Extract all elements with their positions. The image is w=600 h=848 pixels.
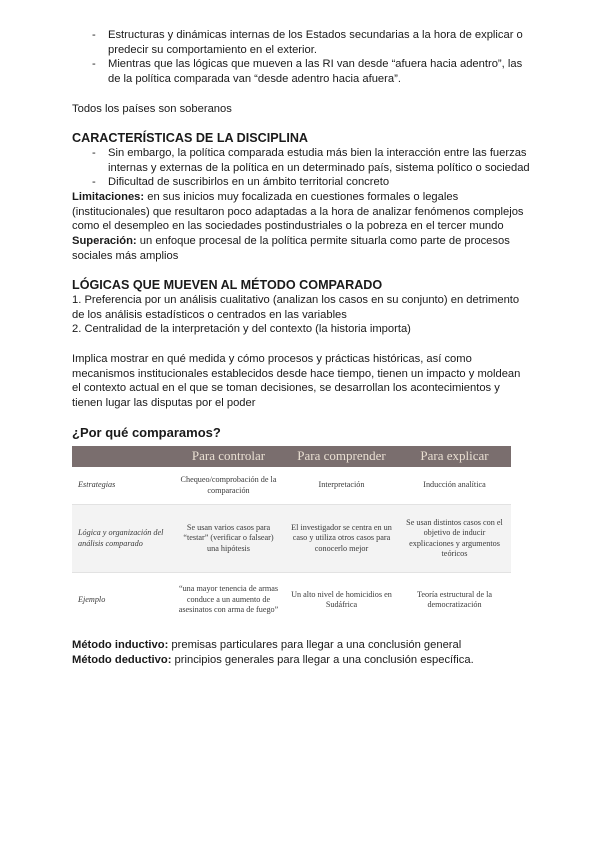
list-item: - Sin embargo, la política comparada estudia más bien la interacción entre las fuerzas internas y externas de la política en un determinado país, sistema político o sociedad: [92, 147, 530, 174]
table-cell: Teoría estructural de la democratización: [398, 573, 511, 628]
table-row: [72, 467, 511, 505]
sovereign-statement: Todos los países son soberanos: [72, 103, 232, 115]
table-cell: “una mayor tenencia de armas conduce a un aumento de asesinatos con arma de fuego”: [172, 573, 285, 628]
table-cell: El investigador se centra en un caso y utiliza otros casos para conocerlo mejor: [285, 505, 398, 573]
section-heading-characteristics: CARACTERÍSTICAS DE LA DISCIPLINA: [72, 131, 309, 145]
section-heading-logics: LÓGICAS QUE MUEVEN AL MÉTODO COMPARADO: [72, 278, 383, 292]
table-header-cell: Para controlar: [172, 446, 285, 467]
logics-item-2: 2. Centralidad de la interpretación y del contexto (la historia importa): [72, 323, 411, 335]
table-header-row: [72, 446, 511, 467]
table-cell: Chequeo/comprobación de la comparación: [172, 467, 285, 505]
table-row-label: Estrategias: [72, 467, 172, 505]
overcoming-label: Superación:: [72, 235, 137, 247]
characteristics-bullet-list: [92, 146, 532, 190]
limitations-label: Limitaciones:: [72, 191, 145, 203]
table-row-label: Ejemplo: [72, 573, 172, 628]
logics-item-1: 1. Preferencia por un análisis cualitativo (analizan los casos en su conjunto) en detrimento de los análisis estadísticos o centrados en las variables: [72, 294, 520, 321]
table-cell: Se usan distintos casos con el objetivo de inducir explicaciones y argumentos teóricos: [398, 505, 511, 573]
intro-bullet-list: [92, 28, 532, 86]
table-header-cell: Para explicar: [398, 446, 511, 467]
inductive-label: Método inductivo:: [72, 639, 169, 651]
table-header-cell: Para comprender: [285, 446, 398, 467]
comparison-table-image: [72, 446, 511, 627]
overcoming-paragraph: Superación: un enfoque procesal de la política permite situarla como parte de procesos sociales más amplios: [72, 235, 510, 262]
table-row: [72, 505, 511, 573]
table-cell: Se usan varios casos para “testar” (verificar o falsear) una hipótesis: [172, 505, 285, 573]
inductive-method: Método inductivo: premisas particulares para llegar a una conclusión general: [72, 639, 462, 651]
list-item: - Dificultad de suscribirlos en un ámbito territorial concreto: [92, 176, 390, 189]
list-item: - Mientras que las lógicas que mueven a las RI van desde “afuera hacia adentro”, las de la política comparada van “desde adentro hacia afuera”.: [92, 58, 523, 85]
list-item: - Estructuras y dinámicas internas de los Estados secundarias a la hora de explicar o predecir su comportamiento en el exterior.: [92, 29, 523, 56]
comparison-table: [72, 446, 511, 627]
deductive-label: Método deductivo:: [72, 654, 172, 666]
table-cell: Un alto nivel de homicidios en Sudáfrica: [285, 573, 398, 628]
table-cell: Interpretación: [285, 467, 398, 505]
table-row-label: Lógica y organización del análisis comparado: [72, 505, 172, 573]
table-row: [72, 573, 511, 628]
deductive-method: Método deductivo: principios generales para llegar a una conclusión específica.: [72, 654, 474, 666]
limitations-paragraph: Limitaciones: en sus inicios muy focalizada en cuestiones formales o legales (institucionales) que resultaron poco adaptadas a la hora de analizar fenómenos complejos como el desempleo en las sociedades postindustriales o la pobreza en el tercer mundo: [72, 191, 524, 233]
table-cell: Inducción analítica: [398, 467, 511, 505]
why-compare-heading: ¿Por qué comparamos?: [72, 425, 221, 440]
table-header-cell: [72, 446, 172, 467]
history-paragraph: Implica mostrar en qué medida y cómo procesos y prácticas históricas, así como mecanismos institucionales establecidos desde hace tiempo, tienen un impacto y moldean el contexto actual en el que se toman decisiones, se desarrollan los acontecimientos y tienen lugar las disputas por el poder: [72, 353, 521, 409]
